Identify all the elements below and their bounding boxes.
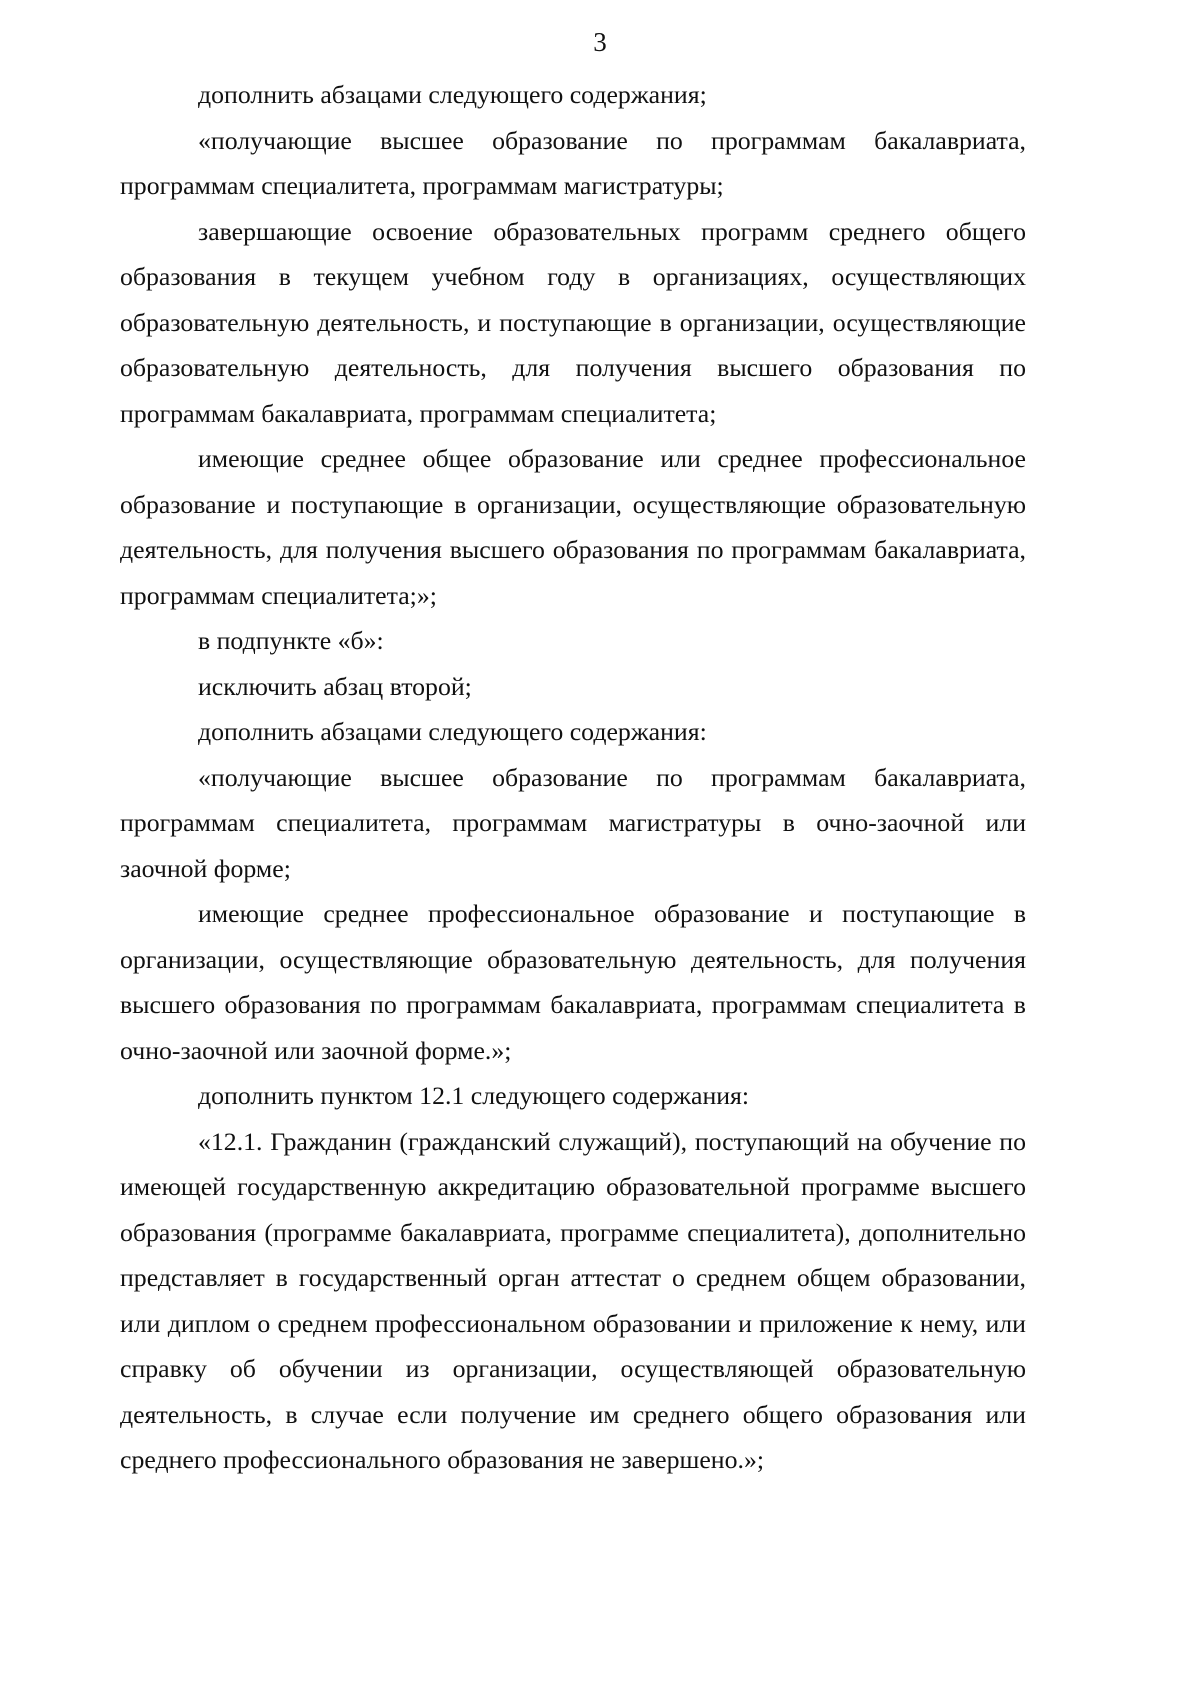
- paragraph-vocational-part-time: имеющие среднее профессиональное образование и поступающие в организации, осуществляющие образовательную деятельность, для получения высшего образования по программам бакалавриата, программам специалитета в очно-заочной или заочной форме.»;: [120, 899, 1026, 1065]
- paragraph-subitem-b: в подпункте «б»:: [198, 626, 384, 655]
- paragraph-completing-secondary: завершающие освоение образовательных программ среднего общего образования в текущем учебном году в организациях, осуществляющих образовательную деятельность, и поступающие в организации, осуществляющие образовательную деятельность, для получения высшего образования по программам бакалавриата, программам специалитета;: [120, 216, 1026, 428]
- paragraph-having-secondary: имеющие среднее общее образование или среднее профессиональное образование и поступающие в организации, осуществляющие образовательную деятельность, для получения высшего образования по программам бакалавриата, программам специалитета;»;: [120, 444, 1026, 610]
- paragraph-part-time-higher-education: «получающие высшее образование по программам бакалавриата, программам специалитета, программам магистратуры в очно-заочной или заочной форме;: [120, 762, 1026, 883]
- document-body: [120, 72, 1026, 1483]
- paragraph-add-clause-12-1: дополнить пунктом 12.1 следующего содержания:: [198, 1081, 750, 1110]
- paragraph-exclude-second: исключить абзац второй;: [198, 671, 472, 701]
- page-number: 3: [593, 27, 607, 57]
- paragraph-clause-12-1: «12.1. Гражданин (гражданский служащий), поступающий на обучение по имеющей государственную аккредитацию образовательной программе высшего образования (программе бакалавриата, программе специалитета), дополнительно представляет в государственный орган аттестат о среднем общем образовании, или диплом о среднем профессиональном образовании и приложение к нему, или справку об обучении из организации, осуществляющей образовательную деятельность, в случае если получение им среднего общего образования или среднего профессионального образования не завершено.»;: [120, 1126, 1026, 1474]
- paragraph-receiving-higher-education: «получающие высшее образование по программам бакалавриата, программам специалитета, программам магистратуры;: [120, 125, 1026, 200]
- paragraph-supplement-intro-2: дополнить абзацами следующего содержания:: [198, 717, 707, 746]
- paragraph-supplement-intro: дополнить абзацами следующего содержания;: [198, 80, 707, 109]
